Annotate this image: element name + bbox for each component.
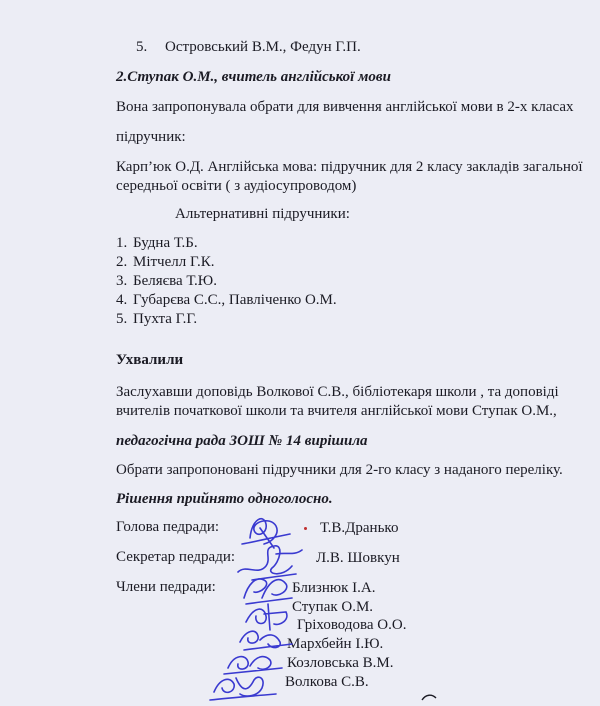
list-item-number: 3. xyxy=(116,273,128,289)
decision-text: Обрати запропоновані підручники для 2-го класу з наданого переліку. xyxy=(116,462,563,478)
member-name: Козловська В.М. xyxy=(287,655,394,671)
member-name: Волкова С.В. xyxy=(285,674,369,690)
textbook-line: середньої освіти ( з аудіосупроводом) xyxy=(116,178,357,194)
secretary-name: Л.В. Шовкун xyxy=(316,550,400,566)
paragraph-line: підручник: xyxy=(116,129,186,145)
list-item-text: Пухта Г.Г. xyxy=(133,311,198,327)
list-item-number: 5. xyxy=(116,311,128,327)
secretary-label: Секретар педради: xyxy=(116,549,236,565)
member-name: Гріховодова О.О. xyxy=(297,617,407,633)
stray-mark xyxy=(420,690,440,704)
member-name: Мархбейн І.Ю. xyxy=(287,636,384,652)
decision-heading: Ухвалили xyxy=(116,352,184,368)
members-label: Члени педради: xyxy=(116,579,216,595)
section-heading: 2.Ступак О.М., вчитель англійської мови xyxy=(116,69,391,85)
member-signature-5 xyxy=(206,664,281,704)
paragraph-line: Заслухавши доповідь Волкової С.В., бібліотекаря школи , та доповіді xyxy=(116,384,559,400)
chair-label: Голова педради: xyxy=(116,519,220,535)
paragraph-line: вчителів початкової школи та вчителя англійської мови Ступак О.М., xyxy=(116,403,557,419)
unanimous-line: Рішення прийнято одноголосно. xyxy=(116,491,333,507)
chair-name: Т.В.Дранько xyxy=(320,520,399,536)
list-item-number: 1. xyxy=(116,235,128,251)
list-item-text: Островський В.М., Федун Г.П. xyxy=(165,39,361,55)
list-item-text: Мітчелл Г.К. xyxy=(133,254,215,270)
ink-dot xyxy=(304,527,307,530)
list-item-text: Губарєва С.С., Павліченко О.М. xyxy=(133,292,337,308)
list-item-number: 2. xyxy=(116,254,128,270)
member-name: Близнюк І.А. xyxy=(292,580,376,596)
paragraph-line: Вона запропонувала обрати для вивчення англійської мови в 2-х класах xyxy=(116,99,574,115)
list-item-number: 5. xyxy=(136,39,148,55)
alternatives-heading: Альтернативні підручники: xyxy=(175,206,350,222)
list-item-text: Беляєва Т.Ю. xyxy=(133,273,217,289)
council-line: педагогічна рада ЗОШ № 14 вирішила xyxy=(116,433,368,449)
member-name: Ступак О.М. xyxy=(292,599,374,615)
list-item-number: 4. xyxy=(116,292,128,308)
textbook-line: Карп’юк О.Д. Англійська мова: підручник для 2 класу закладів загальної xyxy=(116,159,583,175)
list-item-text: Будна Т.Б. xyxy=(133,235,198,251)
